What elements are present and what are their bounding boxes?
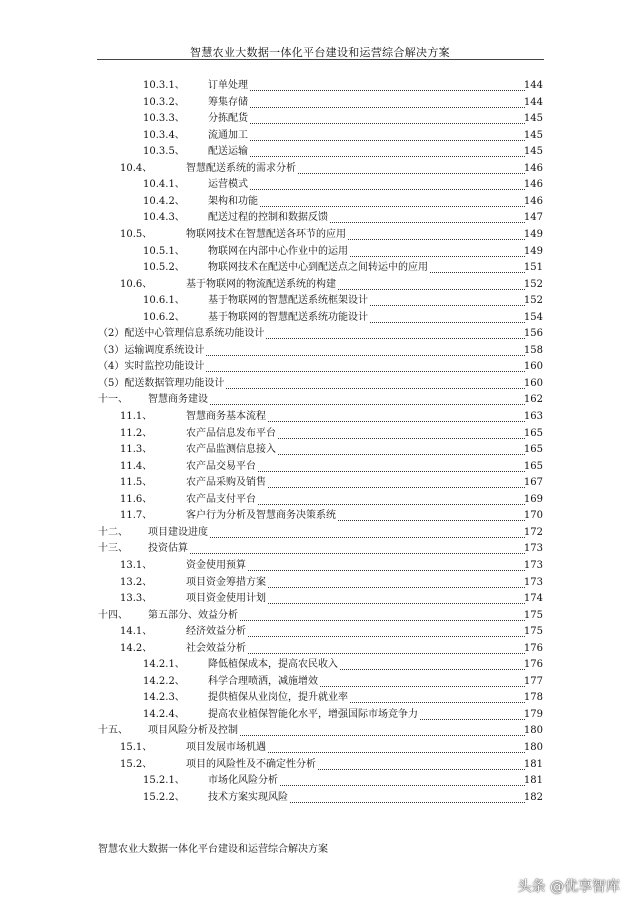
toc-entry-title: 项目的风险性及不确定性分析	[186, 758, 316, 770]
toc-entry-page: 151	[523, 262, 543, 274]
toc-entry-number: 10.6.1、	[143, 295, 185, 307]
toc-entry-page: 160	[523, 361, 543, 373]
toc-dot-leader	[266, 338, 525, 339]
toc-dot-leader	[330, 222, 525, 223]
toc-entry[interactable]	[0, 310, 640, 327]
toc-entry-title: 市场化风险分析	[208, 775, 278, 787]
toc-entry[interactable]	[0, 624, 640, 641]
toc-entry-number: 11.2、	[120, 427, 153, 439]
toc-entry-page: 169	[523, 493, 543, 505]
toc-entry-title: 配送运输	[208, 146, 248, 158]
toc-entry-number: 十五、	[98, 725, 128, 737]
toc-entry-number: 13.1、	[120, 559, 153, 571]
watermark: 头条 @优享智库	[517, 879, 620, 895]
toc-entry[interactable]	[0, 757, 640, 774]
toc-entry-page: 145	[523, 113, 543, 125]
toc-entry-number: 15.1、	[120, 742, 153, 753]
toc-entry[interactable]	[0, 128, 640, 145]
toc-entry-number: 15.2、	[120, 758, 153, 770]
toc-entry-title: 农产品信息发布平台	[186, 427, 276, 439]
toc-entry-page: 146	[523, 162, 543, 174]
toc-entry-page: 173	[523, 543, 543, 555]
toc-dot-leader	[268, 421, 525, 422]
toc-entry-number: 11.6、	[120, 493, 153, 505]
toc-entry-page: 144	[523, 96, 543, 108]
toc-entry-title: 项目发展市场机遇	[186, 742, 266, 753]
toc-entry-title: 智慧配送系统的需求分析	[186, 162, 296, 174]
toc-entry-title: 基于物联网的物流配送系统的构建	[186, 278, 336, 290]
toc-entry-number: 10.3.1、	[143, 80, 185, 91]
toc-entry[interactable]	[0, 359, 640, 376]
toc-entry-title: 客户行为分析及智慧商务决策系统	[186, 510, 336, 522]
toc-dot-leader	[370, 322, 525, 323]
toc-entry[interactable]	[0, 541, 640, 558]
toc-entry-title: 运营模式	[208, 179, 248, 191]
toc-entry-page: 165	[523, 427, 543, 439]
toc-entry-number: 10.5.1、	[143, 245, 185, 257]
toc-entry-number: 15.2.1、	[143, 775, 185, 787]
toc-entry[interactable]	[0, 641, 640, 658]
toc-dot-leader	[250, 189, 525, 190]
toc-entry-number: 10.4.2、	[143, 195, 185, 207]
toc-dot-leader	[248, 653, 525, 654]
toc-entry-number: 10.3.4、	[143, 129, 185, 141]
toc-entry-number: 11.3、	[120, 444, 153, 456]
header-rule	[97, 59, 544, 60]
toc-entry[interactable]	[0, 707, 640, 724]
toc-entry-number: 10.5.2、	[143, 262, 185, 274]
toc-entry[interactable]	[0, 293, 640, 310]
toc-dot-leader	[278, 454, 525, 455]
toc-entry[interactable]	[0, 459, 640, 476]
toc-entry-page: 175	[523, 609, 543, 621]
toc-entry-page: 152	[523, 278, 543, 290]
toc-entry-number: 10.3.2、	[143, 96, 185, 108]
toc-entry-page: 162	[523, 394, 543, 406]
toc-entry[interactable]	[0, 409, 640, 426]
toc-dot-leader	[250, 107, 525, 108]
toc-entry-title: 科学合理喷洒，减施增效	[208, 675, 318, 687]
toc-dot-leader	[258, 504, 525, 505]
toc-entry-page: 145	[523, 146, 543, 158]
toc-dot-leader	[338, 520, 525, 521]
toc-entry-page: 176	[523, 642, 543, 654]
toc-entry[interactable]	[0, 260, 640, 277]
toc-dot-leader	[420, 719, 525, 720]
toc-dot-leader	[210, 404, 525, 405]
toc-entry-page: 165	[523, 460, 543, 472]
toc-dot-leader	[250, 140, 525, 141]
toc-entry-page: 146	[523, 195, 543, 207]
toc-entry-title: 第五部分、效益分析	[148, 609, 238, 621]
toc-entry-number: 14.2.2、	[143, 675, 185, 687]
toc-entry-page: 156	[523, 328, 543, 340]
toc-entry-page: 172	[523, 526, 543, 538]
toc-entry[interactable]	[0, 575, 640, 592]
toc-entry-page: 145	[523, 129, 543, 141]
toc-entry[interactable]	[0, 674, 640, 691]
toc-entry-page: 181	[523, 758, 543, 770]
toc-entry-title: （3）运输调度系统设计	[98, 344, 205, 356]
toc-dot-leader	[298, 173, 525, 174]
toc-entry-title: 技术方案实现风险	[208, 791, 288, 803]
toc-entry[interactable]	[0, 277, 640, 294]
toc-dot-leader	[318, 769, 525, 770]
toc-entry[interactable]	[0, 210, 640, 227]
toc-dot-leader	[206, 371, 525, 372]
toc-entry-page: 146	[523, 179, 543, 191]
toc-entry[interactable]	[0, 690, 640, 707]
toc-entry-page: 182	[523, 791, 543, 803]
toc-entry-page: 173	[523, 576, 543, 588]
toc-entry-page: 175	[523, 626, 543, 638]
toc-entry[interactable]	[0, 790, 640, 807]
toc-dot-leader	[268, 587, 525, 588]
toc-entry-title: 智慧商务建设	[148, 394, 208, 406]
toc-dot-leader	[320, 686, 525, 687]
toc-entry[interactable]	[0, 177, 640, 194]
toc-entry-title: 智慧商务基本流程	[186, 411, 266, 422]
toc-dot-leader	[206, 355, 525, 356]
toc-entry-number: 14.2.4、	[143, 708, 185, 720]
toc-entry-title: 项目风险分析及控制	[148, 725, 238, 737]
toc-dot-leader	[240, 735, 525, 736]
toc-entry[interactable]	[0, 227, 640, 244]
toc-dot-leader	[370, 305, 525, 306]
toc-dot-leader	[268, 752, 525, 753]
toc-entry-number: 14.2.1、	[143, 659, 185, 671]
toc-entry-title: 物联网技术在配送中心到配送点之间转运中的应用	[208, 262, 428, 274]
toc-entry-title: 社会效益分析	[186, 642, 246, 654]
toc-entry[interactable]	[0, 773, 640, 790]
toc-entry-page: 180	[523, 725, 543, 737]
toc-dot-leader	[250, 123, 525, 124]
toc-entry-page: 180	[523, 742, 543, 753]
toc-entry[interactable]	[0, 608, 640, 625]
toc-entry-title: 项目资金筹措方案	[186, 576, 266, 588]
toc-entry-title: 项目资金使用计划	[186, 593, 266, 605]
toc-entry[interactable]	[0, 392, 640, 409]
toc-dot-leader	[348, 239, 525, 240]
toc-entry-title: 提供植保从业岗位，提升就业率	[208, 692, 348, 704]
toc-dot-leader	[350, 702, 525, 703]
toc-entry-number: 10.3.5、	[143, 146, 185, 158]
toc-entry-title: 基于物联网的智慧配送系统功能设计	[208, 311, 368, 323]
toc-entry-number: 十二、	[98, 526, 128, 538]
toc-entry[interactable]	[0, 426, 640, 443]
toc-dot-leader	[268, 603, 525, 604]
toc-entry-number: 10.4.3、	[143, 212, 185, 224]
toc-entry-number: 10.6.2、	[143, 311, 185, 323]
toc-entry-title: 农产品交易平台	[186, 460, 256, 472]
toc-entry-title: 项目建设进度	[148, 526, 208, 538]
toc-dot-leader	[240, 620, 525, 621]
toc-dot-leader	[350, 256, 525, 257]
toc-dot-leader	[340, 669, 525, 670]
toc-entry[interactable]	[0, 475, 640, 492]
toc-entry[interactable]	[0, 508, 640, 525]
toc-entry[interactable]	[0, 144, 640, 161]
toc-dot-leader	[258, 471, 525, 472]
toc-entry[interactable]	[0, 723, 640, 740]
toc-dot-leader	[248, 636, 525, 637]
page-footer-text: 智慧农业大数据一体化平台建设和运营综合解决方案	[98, 844, 328, 855]
toc-entry-title: 农产品支付平台	[186, 493, 256, 505]
toc-entry[interactable]	[0, 740, 640, 757]
toc-entry-title: 物联网技术在智慧配送各环节的应用	[186, 228, 346, 240]
toc-entry[interactable]	[0, 558, 640, 575]
toc-entry-number: 15.2.2、	[143, 791, 185, 803]
toc-entry-number: 10.4、	[120, 162, 153, 174]
toc-entry-title: 资金使用预算	[186, 559, 246, 571]
toc-dot-leader	[210, 537, 525, 538]
toc-entry-title: 物联网在内部中心作业中的运用	[208, 245, 348, 257]
toc-dot-leader	[430, 272, 525, 273]
toc-entry-title: 分拣配货	[208, 113, 248, 125]
toc-entry[interactable]	[0, 244, 640, 261]
toc-dot-leader	[278, 438, 525, 439]
toc-entry-number: 14.1、	[120, 626, 153, 638]
toc-entry-title: 基于物联网的智慧配送系统框架设计	[208, 295, 368, 307]
toc-entry-page: 176	[523, 659, 543, 671]
toc-entry[interactable]	[0, 111, 640, 128]
toc-dot-leader	[338, 289, 525, 290]
toc-entry-number: 11.1、	[120, 411, 153, 422]
toc-entry[interactable]	[0, 591, 640, 608]
toc-dot-leader	[268, 487, 525, 488]
toc-dot-leader	[280, 785, 525, 786]
toc-entry-title: 经济效益分析	[186, 626, 246, 638]
toc-entry[interactable]	[0, 78, 640, 95]
toc-entry-page: 174	[523, 593, 543, 605]
toc-entry-number: 11.5、	[120, 477, 153, 489]
toc-dot-leader	[248, 570, 525, 571]
toc-entry-page: 163	[523, 411, 543, 422]
toc-entry-number: 11.4、	[120, 460, 153, 472]
toc-entry-page: 160	[523, 377, 543, 389]
toc-entry-page: 173	[523, 559, 543, 571]
toc-entry[interactable]	[0, 161, 640, 178]
toc-entry[interactable]	[0, 194, 640, 211]
toc-dot-leader	[250, 156, 525, 157]
toc-entry[interactable]	[0, 525, 640, 542]
toc-entry-number: 十一、	[98, 394, 128, 406]
toc-entry-title: 架构和功能	[208, 195, 258, 207]
toc-entry-page: 147	[523, 212, 543, 224]
toc-entry-number: 十四、	[98, 609, 128, 621]
toc-entry[interactable]	[0, 442, 640, 459]
toc-entry-title: 农产品采购及销售	[186, 477, 266, 489]
toc-dot-leader	[190, 553, 525, 554]
toc-entry-page: 181	[523, 775, 543, 787]
toc-entry-page: 179	[523, 708, 543, 720]
toc-entry-page: 170	[523, 510, 543, 522]
toc-entry-number: 11.7、	[120, 510, 153, 522]
toc-entry-page: 158	[523, 344, 543, 356]
toc-entry-title: 投资估算	[148, 543, 188, 555]
toc-entry[interactable]	[0, 343, 640, 360]
toc-entry-page: 152	[523, 295, 543, 307]
toc-entry-page: 154	[523, 311, 543, 323]
toc-entry-title: 筹集存储	[208, 96, 248, 108]
toc-entry[interactable]	[0, 326, 640, 343]
toc-entry-title: 配送过程的控制和数据反馈	[208, 212, 328, 224]
toc-entry-title: 流通加工	[208, 129, 248, 141]
toc-entry-number: 十三、	[98, 543, 128, 555]
toc-entry-title: （4）实时监控功能设计	[98, 361, 205, 373]
page-header-title: 智慧农业大数据一体化平台建设和运营综合解决方案	[190, 46, 450, 59]
toc-entry-title: 提高农业植保智能化水平，增强国际市场竞争力	[208, 708, 418, 720]
toc-entry-number: 13.3、	[120, 593, 153, 605]
toc-dot-leader	[226, 388, 525, 389]
toc-entry-page: 149	[523, 228, 543, 240]
toc-entry-page: 177	[523, 675, 543, 687]
toc-entry-title: （5）配送数据管理功能设计	[98, 377, 225, 389]
toc-entry-title: （2）配送中心管理信息系统功能设计	[98, 328, 265, 340]
toc-entry-page: 167	[523, 477, 543, 489]
toc-entry-number: 14.2、	[120, 642, 153, 654]
toc-entry-page: 165	[523, 444, 543, 456]
toc-entry[interactable]	[0, 492, 640, 509]
toc-dot-leader	[250, 90, 525, 91]
toc-entry[interactable]	[0, 95, 640, 112]
toc-entry-number: 10.4.1、	[143, 179, 185, 191]
toc-entry-number: 10.6、	[120, 278, 153, 290]
toc-entry-number: 13.2、	[120, 576, 153, 588]
toc-dot-leader	[260, 206, 525, 207]
toc-entry[interactable]	[0, 657, 640, 674]
toc-entry-number: 14.2.3、	[143, 692, 185, 704]
toc-entry-title: 农产品监测信息接入	[186, 444, 276, 456]
toc-entry-page: 149	[523, 245, 543, 257]
toc-entry-page: 178	[523, 692, 543, 704]
toc-dot-leader	[290, 802, 525, 803]
toc-entry-title: 降低植保成本，提高农民收入	[208, 659, 338, 671]
toc-entry[interactable]	[0, 376, 640, 393]
toc-entry-page: 144	[523, 80, 543, 91]
toc-entry-number: 10.5、	[120, 228, 153, 240]
toc-entry-number: 10.3.3、	[143, 113, 185, 125]
toc-entry-title: 订单处理	[208, 80, 248, 91]
